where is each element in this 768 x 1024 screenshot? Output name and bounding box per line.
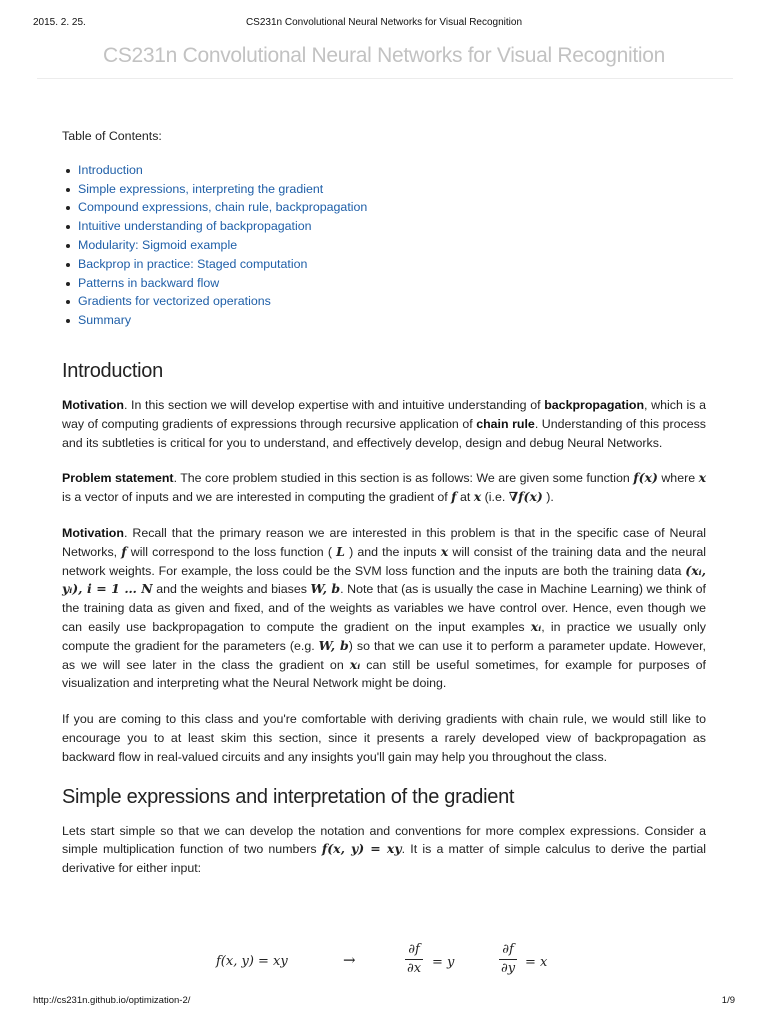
equation-rhs-y: = y (432, 955, 455, 970)
toc-item (78, 180, 706, 199)
toc-link-introduction[interactable]: Introduction (78, 162, 143, 177)
toc-item (78, 274, 706, 293)
toc-link-intuitive-understanding[interactable]: Intuitive understanding of backpropagation (78, 219, 312, 234)
article-content (62, 127, 706, 895)
toc-link-compound-expressions[interactable]: Compound expressions, chain rule, backpropagation (78, 200, 368, 215)
math-f: f (451, 489, 457, 505)
fraction-df-dy: ∂f ∂y (501, 942, 516, 976)
math-gradient: ∇f(x) (508, 489, 543, 505)
simple-paragraph: Lets start simple so that we can develop the notation and conventions for more complex expressions. Consider a simple multiplication function of two numbers f(x, y) = xy. It is a matter of simple calculus to derive the partial derivative for either input: (62, 823, 706, 876)
right-arrow-icon: → (343, 951, 356, 969)
math-x: x (698, 470, 707, 486)
intro-paragraph-motivation: Motivation. In this section we will develop expertise with and intuitive understanding of backpropagation, which is a way of computing gradients of expressions through recursive application of chain rule. Understanding of this process and its subtleties is critical for you to understand, and effectively develop, design and debug Neural Networks. (62, 397, 706, 450)
equation-lhs: f(x, y) = xy (216, 954, 288, 969)
lead-term: Motivation (62, 525, 124, 540)
print-footer (33, 995, 735, 1009)
intro-paragraph-audience: If you are coming to this class and you're comfortable with deriving gradients with chain rule, we would still like to encourage you to at least skim this section, since it presents a rarely developed view of backpropagation as backward flow in real-valued circuits and any insights you'll gain may help you throughout the class. (62, 712, 706, 764)
toc-item (78, 236, 706, 255)
fraction-bar (405, 959, 423, 960)
equation-rhs-x: = x (525, 955, 548, 970)
toc-label: Table of Contents: (62, 129, 162, 143)
table-of-contents (78, 161, 706, 330)
site-title[interactable]: CS231n Convolutional Neural Networks for Visual Recognition (102, 44, 666, 67)
math-fx: f(x) (633, 470, 658, 486)
fraction-bar (499, 959, 517, 960)
math-weights-biases: W, b (310, 581, 341, 597)
toc-link-patterns[interactable]: Patterns in backward flow (78, 275, 220, 290)
toc-item (78, 161, 706, 180)
toc-link-backprop-in-practice[interactable]: Backprop in practice: Staged computation (78, 256, 308, 271)
math-weights-biases: W, b (318, 637, 349, 653)
print-date: 2015. 2. 25. (33, 17, 86, 28)
toc-item (78, 292, 706, 311)
intro-paragraph-problem: Problem statement. The core problem studied in this section is as follows: We are given some function f(x) where x is a vector of inputs and we are interested in computing the gradient of f at x (i.e. ∇f(x) ). (62, 470, 707, 505)
print-title: CS231n Convolutional Neural Networks for Visual Recognition (245, 17, 523, 28)
section-heading-simple-expressions: Simple expressions and interpretation of the gradient (62, 785, 515, 808)
toc-item (78, 217, 706, 236)
toc-item (78, 255, 706, 274)
lead-term: Problem statement (62, 471, 174, 486)
toc-link-modularity[interactable]: Modularity: Sigmoid example (78, 237, 238, 252)
section-heading-introduction: Introduction (62, 359, 163, 382)
term-chain-rule: chain rule (476, 416, 535, 431)
toc-link-simple-expressions[interactable]: Simple expressions, interpreting the gradient (78, 181, 324, 196)
toc-item (78, 311, 706, 330)
page-number: 1/9 (721, 995, 735, 1006)
fraction-df-dx: ∂f ∂x (407, 942, 422, 976)
math-fxy: f(x, y) = xy (321, 841, 402, 857)
lead-term: Motivation (62, 397, 124, 412)
math-xi: xᵢ (530, 618, 542, 634)
page-url[interactable]: http://cs231n.github.io/optimization-2/ (33, 995, 191, 1006)
print-header (33, 17, 735, 31)
intro-paragraph-motivation-2: Motivation. Recall that the primary reason we are interested in this problem is that in the specific case of Neural Networks, f will correspond to the loss function ( L ) and the inputs x will consist of the training data and the neural network weights. For example, the loss could be the SVM loss function and the inputs are both the training data (xᵢ, yᵢ), i = 1 … N and the weights and biases W, b. Note that (as is usually the case in Machine Learning) we think of the training data as given and fixed, and of the weights as variables we have control over. Hence, even though we can easily use backpropagation to compute the gradient on the input examples xᵢ, in practice we usually only compute the gradient for the parameters (e.g. W, b) so that we can use it to perform a parameter update. However, as we will see later in the class the gradient on xᵢ can still be useful sometimes, for example for purposes of visualization and interpreting what the Neural Network might be doing. (62, 525, 706, 691)
math-x: x (473, 489, 482, 505)
math-x: x (440, 543, 449, 559)
math-training-data: (xᵢ, yᵢ), i = 1 … N (62, 562, 706, 597)
partial-derivative-equation (0, 940, 768, 984)
math-f: f (121, 543, 127, 559)
toc-item (78, 198, 706, 217)
math-L: L (336, 543, 345, 559)
header-divider (37, 78, 733, 79)
toc-link-summary[interactable]: Summary (78, 313, 132, 328)
term-backpropagation: backpropagation (544, 397, 645, 412)
math-xi: xᵢ (349, 656, 361, 672)
toc-link-vectorized[interactable]: Gradients for vectorized operations (78, 294, 271, 309)
